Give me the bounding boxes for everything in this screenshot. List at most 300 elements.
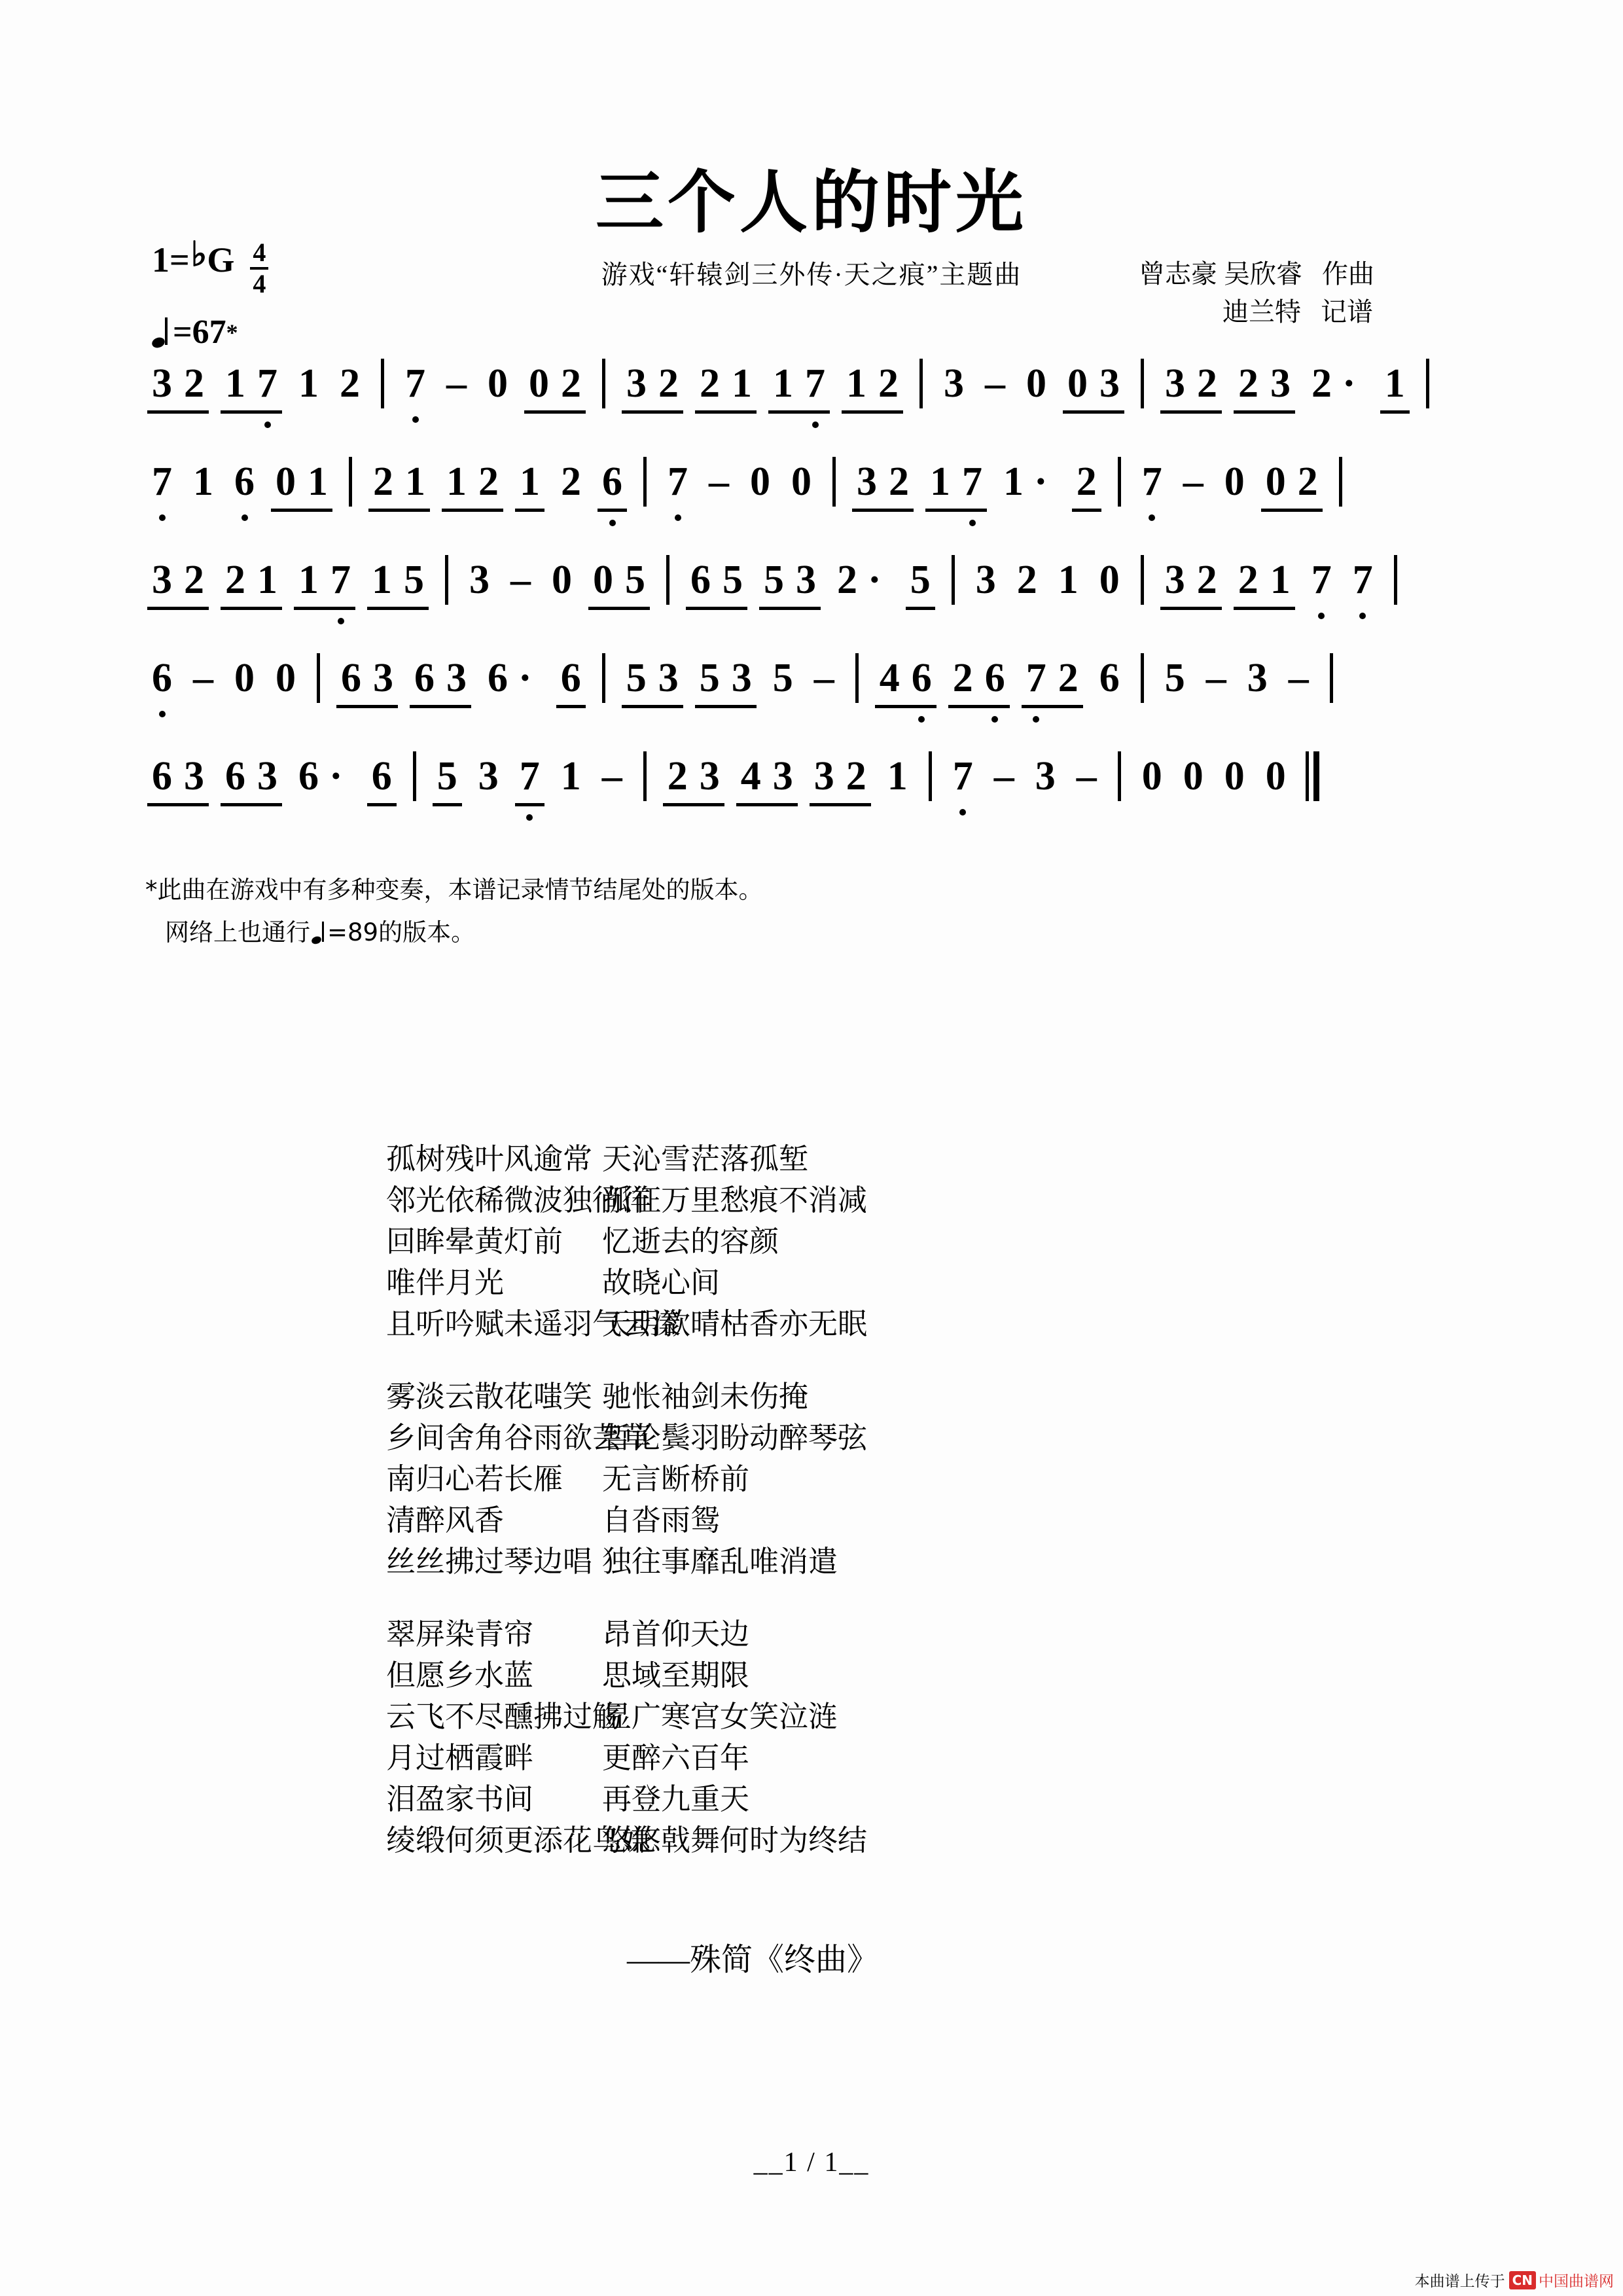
note: 6 bbox=[1099, 656, 1120, 700]
lyric-left: 唯伴月光 bbox=[386, 1266, 505, 1299]
key-signature bbox=[152, 236, 268, 300]
measure bbox=[846, 457, 1107, 507]
note: 0 bbox=[750, 459, 770, 504]
hold-dash: – bbox=[813, 656, 834, 700]
barline bbox=[666, 555, 669, 605]
note: 6 bbox=[371, 754, 392, 798]
note-group bbox=[1347, 555, 1379, 605]
augmentation-dot: · bbox=[868, 558, 882, 602]
note: 3 bbox=[1099, 361, 1120, 406]
measure bbox=[395, 359, 592, 408]
note: 2 bbox=[1238, 558, 1258, 602]
lyric-row bbox=[386, 1541, 1302, 1583]
credits-transcriber: 迪兰特 记谱 bbox=[1222, 297, 1373, 327]
beamed-note-group bbox=[431, 751, 463, 801]
note-group bbox=[1136, 751, 1168, 801]
measure bbox=[1132, 751, 1296, 801]
note: 6 bbox=[906, 653, 938, 703]
note-group bbox=[1306, 359, 1338, 408]
hold-dash: – bbox=[1205, 656, 1226, 700]
beamed-note-group bbox=[904, 555, 936, 605]
beamed-note-group bbox=[523, 359, 587, 408]
hold-dash: – bbox=[1288, 656, 1309, 700]
measure bbox=[942, 751, 1107, 801]
note: 0 bbox=[1224, 459, 1245, 504]
note-group bbox=[1177, 751, 1209, 801]
octave-down-dot-icon bbox=[991, 716, 998, 723]
note: 1 bbox=[1270, 558, 1291, 602]
footnote bbox=[145, 869, 763, 954]
beamed-note-group bbox=[1260, 457, 1324, 507]
note: 6 bbox=[979, 653, 1011, 703]
note: 1 bbox=[887, 754, 908, 798]
note-group bbox=[1136, 457, 1168, 507]
note: 7 bbox=[399, 359, 431, 408]
note: 6 bbox=[146, 653, 178, 703]
note: 7 bbox=[251, 359, 283, 408]
measure bbox=[459, 555, 656, 605]
note-group bbox=[187, 457, 219, 507]
note: 2 bbox=[846, 754, 866, 798]
note-group bbox=[1219, 751, 1251, 801]
note-group bbox=[947, 751, 979, 801]
note: 2 bbox=[1016, 558, 1037, 602]
augmentation-dot: · bbox=[518, 656, 532, 700]
measure bbox=[657, 457, 822, 507]
beamed-note-group bbox=[366, 751, 398, 801]
beamed-note-group bbox=[555, 653, 587, 703]
note: 1 bbox=[1384, 361, 1405, 406]
barline bbox=[1141, 359, 1144, 408]
measure bbox=[427, 751, 633, 801]
note-group bbox=[146, 653, 178, 703]
octave-down-dot-icon bbox=[1318, 613, 1325, 619]
lyric-row bbox=[386, 1500, 1302, 1541]
note: 2 bbox=[225, 558, 245, 602]
footnote-line-2 bbox=[145, 912, 763, 954]
note: 1 bbox=[520, 459, 540, 504]
note: 7 bbox=[956, 457, 988, 507]
note: 2 bbox=[1238, 361, 1258, 406]
note: 3 bbox=[478, 754, 499, 798]
final-barline-thin bbox=[1306, 751, 1309, 801]
lyric-left: 泪盈家书间 bbox=[386, 1783, 534, 1816]
beamed-note-group bbox=[514, 751, 546, 801]
beamed-note-group bbox=[1379, 359, 1411, 408]
note-group bbox=[473, 751, 505, 801]
note: 0 bbox=[529, 361, 549, 406]
lyric-right: 忆逝去的容颜 bbox=[602, 1225, 779, 1258]
note-group bbox=[1020, 359, 1052, 408]
note-group bbox=[1052, 555, 1084, 605]
note: 2 bbox=[340, 361, 360, 406]
lyric-right: 暂论鬓羽盼动醉琴弦 bbox=[602, 1422, 868, 1454]
barline bbox=[1426, 359, 1429, 408]
measure bbox=[657, 751, 918, 801]
barline bbox=[919, 359, 923, 408]
beamed-note-group bbox=[219, 359, 283, 408]
barline bbox=[317, 653, 320, 703]
note: 0 bbox=[234, 656, 255, 700]
note-group bbox=[228, 653, 260, 703]
beamed-note-group bbox=[146, 359, 210, 408]
beamed-note-group bbox=[146, 751, 210, 801]
barline bbox=[855, 653, 859, 703]
note: 5 bbox=[1164, 656, 1185, 700]
stave-line bbox=[141, 653, 1516, 751]
note-group bbox=[970, 555, 1002, 605]
note-group bbox=[1094, 555, 1126, 605]
lyric-row bbox=[386, 1779, 1302, 1820]
note: 5 bbox=[764, 558, 784, 602]
note: 3 bbox=[257, 754, 277, 798]
note: 0 bbox=[1099, 558, 1120, 602]
beamed-note-group bbox=[767, 359, 831, 408]
note: 0 bbox=[1141, 754, 1162, 798]
beamed-note-group bbox=[685, 555, 749, 605]
octave-down-dot-icon bbox=[412, 416, 419, 423]
note: 1 bbox=[372, 558, 392, 602]
note: 2 bbox=[667, 754, 688, 798]
barline bbox=[349, 457, 352, 507]
note: 1 bbox=[193, 459, 213, 504]
measure bbox=[1154, 653, 1319, 703]
augmentation-dot: · bbox=[1034, 459, 1048, 504]
lyric-left: 南归心若长雁 bbox=[386, 1463, 563, 1496]
note: 3 bbox=[1164, 558, 1185, 602]
note: 2 bbox=[561, 459, 581, 504]
note-group bbox=[293, 751, 325, 801]
tempo-marking bbox=[152, 313, 268, 351]
note-group bbox=[463, 555, 495, 605]
note: 2 bbox=[878, 361, 899, 406]
note: 3 bbox=[626, 361, 647, 406]
lyric-left: 乡间舍角谷雨欲芸草 bbox=[386, 1422, 652, 1454]
note: 1 bbox=[298, 558, 319, 602]
note: 1 bbox=[1003, 459, 1024, 504]
barline bbox=[643, 751, 647, 801]
time-signature-denominator: 4 bbox=[253, 269, 266, 298]
barline bbox=[832, 457, 836, 507]
note: 2 bbox=[1076, 459, 1097, 504]
note: 6 bbox=[596, 457, 628, 507]
footnote-line-2-equals: = bbox=[327, 918, 348, 946]
lyric-right: 再登九重天 bbox=[602, 1783, 750, 1816]
barline bbox=[1118, 457, 1121, 507]
octave-down-dot-icon bbox=[159, 514, 166, 521]
stave-line bbox=[141, 751, 1516, 850]
beamed-note-group bbox=[408, 653, 473, 703]
lyric-right: 无言断桥前 bbox=[602, 1463, 750, 1496]
measure bbox=[869, 653, 1130, 703]
tempo-equals: = bbox=[173, 314, 192, 351]
note: 3 bbox=[658, 656, 679, 700]
note: 0 bbox=[276, 459, 296, 504]
note: 1 bbox=[308, 459, 328, 504]
beamed-note-group bbox=[596, 457, 628, 507]
barline bbox=[1141, 555, 1144, 605]
note-group bbox=[270, 653, 302, 703]
hold-dash: – bbox=[1183, 459, 1204, 504]
lyric-left: 丝丝拂过琴边唱 bbox=[386, 1545, 593, 1578]
measure bbox=[1132, 457, 1329, 507]
lyric-left: 但愿乡水蓝 bbox=[386, 1659, 534, 1692]
key-prefix: 1= bbox=[152, 240, 190, 279]
lyric-right: 昂首仰天边 bbox=[602, 1618, 750, 1651]
note-group bbox=[334, 359, 366, 408]
octave-down-dot-icon bbox=[918, 716, 925, 723]
barline bbox=[952, 555, 955, 605]
note: 5 bbox=[626, 656, 647, 700]
note: 7 bbox=[1136, 457, 1168, 507]
note: 0 bbox=[1067, 361, 1088, 406]
hold-dash: – bbox=[510, 558, 531, 602]
quarter-note-icon bbox=[152, 317, 169, 348]
note: 6 bbox=[228, 457, 260, 507]
lyric-left: 且听吟赋未遥羽气云漾 bbox=[386, 1308, 681, 1340]
barline bbox=[445, 555, 448, 605]
beamed-note-group bbox=[219, 751, 283, 801]
note-group bbox=[938, 359, 970, 408]
note: 3 bbox=[469, 558, 490, 602]
note: 2 bbox=[373, 459, 393, 504]
note-group bbox=[228, 457, 260, 507]
beamed-note-group bbox=[1061, 359, 1126, 408]
lyric-stanza bbox=[386, 1376, 1302, 1583]
note: 1 bbox=[560, 754, 581, 798]
note: 6 bbox=[341, 656, 361, 700]
lyric-left: 清醉风香 bbox=[386, 1504, 505, 1537]
lyric-row bbox=[386, 1820, 1302, 1861]
note-group bbox=[1029, 751, 1061, 801]
octave-down-dot-icon bbox=[675, 514, 681, 521]
note-group bbox=[1260, 751, 1292, 801]
beamed-note-group bbox=[1071, 457, 1103, 507]
lyric-left: 云飞不尽醺拂过觞 bbox=[386, 1700, 622, 1733]
lyric-row bbox=[386, 1376, 1302, 1418]
beamed-note-group bbox=[219, 555, 283, 605]
note: 5 bbox=[722, 558, 743, 602]
lyric-row bbox=[386, 1139, 1302, 1180]
note-group bbox=[882, 751, 914, 801]
note: 0 bbox=[791, 459, 812, 504]
hold-dash: – bbox=[446, 361, 467, 406]
note: 0 bbox=[593, 558, 613, 602]
lyric-right: 故晓心间 bbox=[602, 1266, 721, 1299]
note: 3 bbox=[813, 754, 834, 798]
note: 7 bbox=[514, 751, 546, 801]
note: 3 bbox=[1165, 361, 1185, 406]
attribution: ——殊简《终曲》 bbox=[626, 1943, 878, 1977]
note: 3 bbox=[857, 459, 877, 504]
note-group bbox=[546, 555, 578, 605]
note: 2 bbox=[561, 361, 581, 406]
lyric-stanza bbox=[386, 1614, 1302, 1861]
note: 6 bbox=[152, 754, 172, 798]
note: 2 bbox=[1311, 361, 1332, 406]
beamed-note-group bbox=[694, 653, 758, 703]
beamed-note-group bbox=[840, 359, 904, 408]
lyric-row bbox=[386, 1263, 1302, 1304]
note: 5 bbox=[404, 558, 424, 602]
measure bbox=[141, 555, 435, 605]
hold-dash: – bbox=[601, 754, 622, 798]
note: 1 bbox=[298, 361, 319, 406]
note-group bbox=[1011, 555, 1043, 605]
barline bbox=[1141, 653, 1144, 703]
lyric-right: 天沁雪茫落孤堑 bbox=[602, 1143, 809, 1175]
lyric-right: 显广寒宫女笑泣涟 bbox=[602, 1700, 838, 1733]
note-group bbox=[555, 457, 587, 507]
beamed-note-group bbox=[514, 457, 546, 507]
barline bbox=[381, 359, 384, 408]
barline bbox=[1394, 555, 1397, 605]
time-signature-numerator: 4 bbox=[250, 240, 268, 270]
note: 5 bbox=[625, 558, 645, 602]
note: 1 bbox=[930, 459, 950, 504]
beamed-note-group bbox=[270, 457, 334, 507]
lyric-left: 邻光依稀微波独徜徉 bbox=[386, 1184, 652, 1217]
beamed-note-group bbox=[293, 555, 357, 605]
note-group bbox=[997, 457, 1029, 507]
beamed-note-group bbox=[947, 653, 1011, 703]
note-group bbox=[744, 457, 776, 507]
page-title: 三个人的时光 bbox=[595, 162, 1027, 242]
barline bbox=[929, 751, 932, 801]
note: 6 bbox=[414, 656, 435, 700]
site-badge-box: CN bbox=[1509, 2271, 1536, 2289]
hold-dash: – bbox=[1076, 754, 1097, 798]
octave-down-dot-icon bbox=[264, 422, 271, 428]
beamed-note-group bbox=[1020, 653, 1084, 703]
lyric-row bbox=[386, 1180, 1302, 1221]
note: 6 bbox=[560, 656, 581, 700]
lyric-row bbox=[386, 1655, 1302, 1696]
stave-line bbox=[141, 555, 1516, 653]
note-group bbox=[399, 359, 431, 408]
note: 3 bbox=[975, 558, 996, 602]
credits bbox=[1139, 255, 1505, 331]
beamed-note-group bbox=[1159, 359, 1223, 408]
note-group bbox=[555, 751, 587, 801]
flat-icon: ♭ bbox=[190, 236, 207, 274]
barline bbox=[602, 359, 605, 408]
note: 7 bbox=[1347, 555, 1379, 605]
note: 2 bbox=[700, 361, 720, 406]
measure bbox=[1154, 555, 1383, 605]
beamed-note-group bbox=[335, 653, 399, 703]
note: 1 bbox=[446, 459, 467, 504]
note-group bbox=[785, 457, 817, 507]
barline bbox=[643, 457, 647, 507]
note-group bbox=[482, 653, 514, 703]
note: 3 bbox=[446, 656, 467, 700]
measure bbox=[1154, 359, 1416, 408]
note: 2 bbox=[1058, 656, 1079, 700]
note: 0 bbox=[276, 656, 296, 700]
note: 6 bbox=[690, 558, 711, 602]
note-group bbox=[1306, 555, 1338, 605]
beamed-note-group bbox=[735, 751, 799, 801]
note: 5 bbox=[699, 656, 720, 700]
measure bbox=[141, 751, 402, 801]
quarter-note-icon-small bbox=[312, 922, 325, 944]
measure bbox=[141, 457, 338, 507]
beamed-note-group bbox=[587, 555, 651, 605]
note: 1 bbox=[225, 361, 245, 406]
stave-line bbox=[141, 457, 1516, 555]
footer-upload-text: 本曲谱上传于 bbox=[1414, 2273, 1505, 2290]
note: 3 bbox=[152, 361, 172, 406]
note: 1 bbox=[846, 361, 866, 406]
measure bbox=[363, 457, 633, 507]
note: 3 bbox=[1247, 656, 1268, 700]
lyric-left: 翠屏染青帘 bbox=[386, 1618, 534, 1651]
note: 3 bbox=[699, 754, 720, 798]
beamed-note-group bbox=[924, 457, 988, 507]
octave-down-dot-icon bbox=[338, 618, 344, 624]
key-letter: G bbox=[207, 240, 235, 279]
time-signature bbox=[250, 240, 268, 297]
measure bbox=[933, 359, 1130, 408]
note-group bbox=[767, 653, 799, 703]
octave-down-dot-icon bbox=[812, 422, 819, 428]
lyric-row bbox=[386, 1614, 1302, 1655]
note: 0 bbox=[1265, 459, 1286, 504]
beamed-note-group bbox=[146, 555, 210, 605]
lyrics-block bbox=[386, 1139, 1302, 1893]
beamed-note-group bbox=[1232, 555, 1296, 605]
lyric-right: 思域至期限 bbox=[602, 1659, 750, 1692]
measure bbox=[141, 653, 306, 703]
hold-dash: – bbox=[985, 361, 1005, 406]
lyric-right: 独往事靡乱唯消遣 bbox=[602, 1545, 838, 1578]
footnote-line-2-suffix: 89的版本。 bbox=[348, 918, 476, 946]
note: 4 bbox=[740, 754, 761, 798]
lyric-stanza bbox=[386, 1139, 1302, 1345]
note: 2 bbox=[658, 361, 679, 406]
note: 3 bbox=[796, 558, 816, 602]
beamed-note-group bbox=[367, 457, 431, 507]
music-notation bbox=[141, 359, 1516, 850]
lyric-right: 更醉六百年 bbox=[602, 1742, 750, 1774]
measure bbox=[616, 359, 909, 408]
note: 0 bbox=[1224, 754, 1245, 798]
note: 3 bbox=[772, 754, 793, 798]
note: 2 bbox=[952, 656, 973, 700]
note: 6 bbox=[298, 754, 319, 798]
note-group bbox=[1219, 457, 1251, 507]
lyric-right: 悠悠戟舞何时为终结 bbox=[602, 1824, 868, 1857]
barline bbox=[1339, 457, 1342, 507]
note-group bbox=[146, 457, 178, 507]
hold-dash: – bbox=[193, 656, 213, 700]
credits-composer: 曾志豪 吴欣睿 作曲 bbox=[1139, 259, 1374, 289]
final-barline-thick bbox=[1313, 751, 1319, 801]
note: 3 bbox=[731, 656, 752, 700]
octave-down-dot-icon bbox=[609, 520, 616, 526]
note-group bbox=[1094, 653, 1126, 703]
barline bbox=[1330, 653, 1333, 703]
note: 6 bbox=[488, 656, 508, 700]
note: 7 bbox=[1306, 555, 1338, 605]
beamed-note-group bbox=[758, 555, 822, 605]
note: 2 bbox=[889, 459, 909, 504]
lyric-row bbox=[386, 1418, 1302, 1459]
subtitle: 游戏“轩辕剑三外传·天之痕”主题曲 bbox=[601, 260, 1022, 289]
augmentation-dot: · bbox=[329, 754, 343, 798]
lyric-right: 天明欲晴枯香亦无眠 bbox=[602, 1308, 868, 1340]
